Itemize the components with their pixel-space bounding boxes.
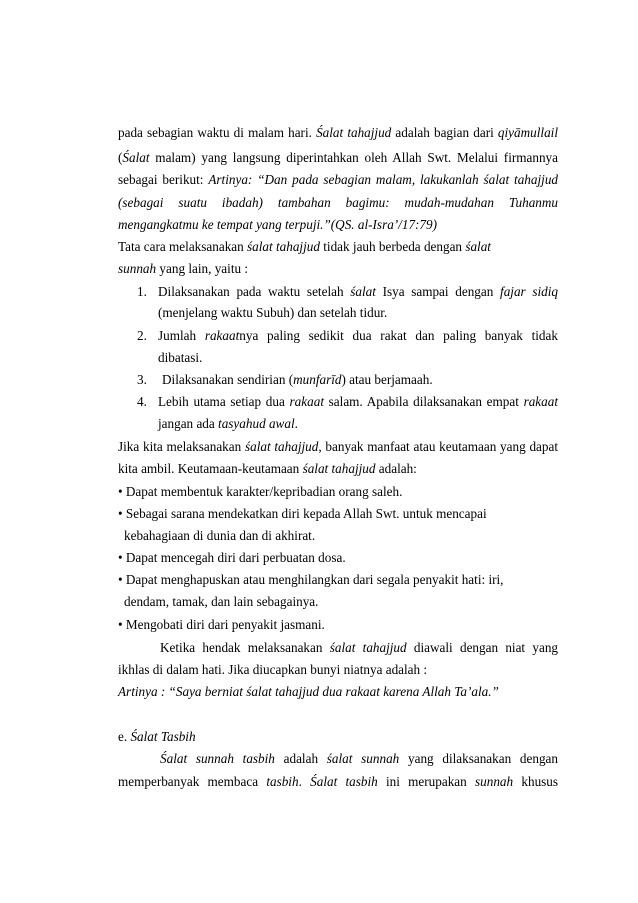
text-line: Artinya : “Saya berniat śalat tahajjud dua rakaat karena Allah Ta’ala.” xyxy=(118,684,499,699)
text-line: Tata cara melaksanakan śalat tahajjud tidak jauh berbeda dengan śalat xyxy=(118,239,491,254)
text-line: Jika kita melaksanakan śalat tahajjud, banyak manfaat atau keutamaan yang dapat xyxy=(118,439,559,454)
text-line: ikhlas di dalam hati. Jika diucapkan bunyi niatnya adalah : xyxy=(118,662,428,677)
bullet-item: • Dapat membentuk karakter/kepribadian orang saleh. xyxy=(118,484,403,499)
list-number: 4. xyxy=(137,394,147,409)
text-line: kita ambil. Keutamaan-keutamaan śalat tahajjud adalah: xyxy=(118,461,417,476)
text-line: sebagai berikut: Artinya: “Dan pada sebagian malam, lakukanlah śalat tahajjud xyxy=(118,172,559,187)
list-item-continuation: jangan ada tasyahud awal. xyxy=(158,416,298,431)
list-item: Jumlah rakaatnya paling sedikit dua rakat dan paling banyak tidak xyxy=(158,328,558,343)
bullet-item-continuation: kebahagiaan di dunia dan di akhirat. xyxy=(124,528,316,543)
text-line: Ketika hendak melaksanakan śalat tahajjud diawali dengan niat yang xyxy=(160,640,559,655)
text-line: (Śalat malam) yang langsung diperintahkan oleh Allah Swt. Melalui firmannya xyxy=(118,150,558,165)
list-number: 1. xyxy=(137,284,147,299)
list-number: 3. xyxy=(137,372,147,387)
bullet-item-continuation: dendam, tamak, dan lain sebagainya. xyxy=(124,594,319,609)
text-line: memperbanyak membaca tasbih. Śalat tasbih ini merupakan sunnah khusus xyxy=(118,774,559,789)
list-item: Lebih utama setiap dua rakaat salam. Apabila dilaksanakan empat rakaat xyxy=(158,394,558,409)
text-line: (sebagai suatu ibadah) tambahan bagimu: mudah-mudahan Tuhanmu xyxy=(118,195,558,210)
bullet-item: • Dapat menghapuskan atau menghilangkan dari segala penyakit hati: iri, xyxy=(118,572,504,587)
bullet-item: • Mengobati diri dari penyakit jasmani. xyxy=(118,617,325,632)
list-number: 2. xyxy=(137,328,147,343)
text-line: pada sebagian waktu di malam hari. Śalat tahajjud adalah bagian dari qiyāmullail xyxy=(118,125,558,140)
list-item-continuation: dibatasi. xyxy=(158,350,203,365)
section-heading: e. Śalat Tasbih xyxy=(118,729,196,744)
list-item-continuation: (menjelang waktu Subuh) dan setelah tidur. xyxy=(158,305,388,320)
text-line: Śalat sunnah tasbih adalah śalat sunnah yang dilaksanakan dengan xyxy=(160,751,559,766)
list-item: Dilaksanakan sendirian (munfarīd) atau berjamaah. xyxy=(162,372,433,387)
text-line: mengangkatmu ke tempat yang terpuji.”(QS. al-Isra’/17:79) xyxy=(118,217,438,232)
list-item: Dilaksanakan pada waktu setelah śalat Isya sampai dengan fajar sidiq xyxy=(158,284,559,299)
text-line: sunnah yang lain, yaitu : xyxy=(118,261,249,276)
bullet-item: • Sebagai sarana mendekatkan diri kepada Allah Swt. untuk mencapai xyxy=(118,506,487,521)
bullet-item: • Dapat mencegah diri dari perbuatan dosa. xyxy=(118,550,346,565)
